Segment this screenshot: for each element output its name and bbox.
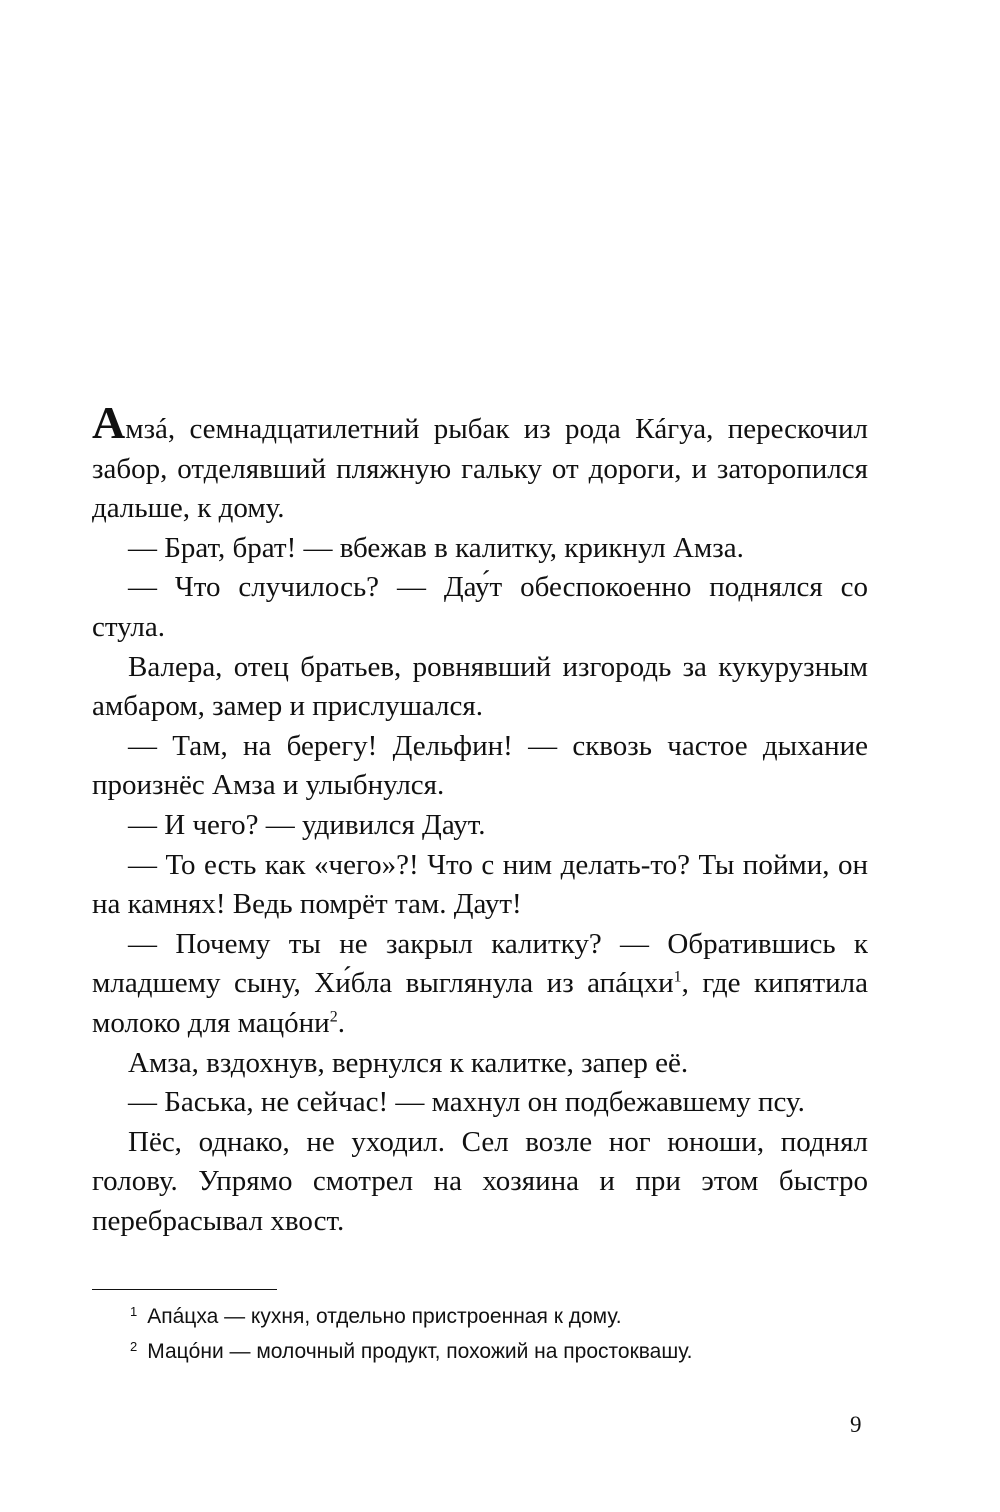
footnote-2 <box>130 1332 870 1367</box>
footnote-1 <box>130 1297 870 1332</box>
footnote-ref-2[interactable]: 2 <box>329 1008 338 1026</box>
paragraph-8-text-b: , где кипятила молоко для мацóни <box>92 967 868 1039</box>
footnote-ref-1[interactable]: 1 <box>673 968 682 986</box>
footnote-number-1: 1 <box>130 1304 138 1319</box>
paragraph-4: Валера, отец братьев, ровнявший изгородь за кукурузным амбаром, замер и прислушался. <box>92 650 868 723</box>
paragraph-2: — Брат, брат! — вбежав в калитку, крикнул Амза. <box>128 531 744 564</box>
paragraph-8-text-a: — Почему ты не закрыл калитку? — Обратившись к младшему сыну, Хи́бла выглянула из апáцхи <box>92 927 868 1000</box>
paragraph-8-text-c: . <box>337 1006 345 1039</box>
paragraph-5: — Там, на берегу! Дельфин! — сквозь частое дыхание произнёс Амза и улыбнулся. <box>92 729 868 802</box>
footnote-number-2: 2 <box>130 1339 138 1354</box>
paragraph-10: — Баська, не сейчас! — махнул он подбежавшему псу. <box>128 1086 805 1119</box>
paragraph-3: — Что случилось? — Дау́т обеспокоенно поднялся со стула. <box>92 571 868 643</box>
footnote-text-1: Апáцха — кухня, отдельно пристроенная к дому. <box>147 1305 622 1328</box>
paragraph-1-text: мзá, семнадцатилетний рыбак из рода Кáгуа, перескочил забор, отделявший пляжную гальку от дороги, и заторопился дальше, к дому. <box>92 413 868 525</box>
paragraph-1 <box>92 397 868 529</box>
paragraph-7: — То есть как «чего»?! Что с ним делать-то? Ты пойми, он на камнях! Ведь помрёт там. Даут! <box>92 848 868 921</box>
paragraph-6: — И чего? — удивился Даут. <box>128 808 486 841</box>
paragraph-8 <box>92 925 868 1044</box>
body-text <box>92 397 868 1241</box>
footnote-text-2: Мацóни — молочный продукт, похожий на простоквашу. <box>147 1340 693 1363</box>
initial-letter: А <box>92 397 126 448</box>
paragraph-9: Амза, вздохнув, вернулся к калитке, запер её. <box>128 1046 689 1079</box>
paragraph-11: Пёс, однако, не уходил. Сел возле ног юноши, поднял голову. Упрямо смотрел на хозяина и при этом быстро перебрасывал хвост. <box>92 1125 868 1237</box>
page-number: 9 <box>850 1412 862 1437</box>
footnotes <box>130 1297 870 1367</box>
footnote-divider <box>92 1289 277 1290</box>
